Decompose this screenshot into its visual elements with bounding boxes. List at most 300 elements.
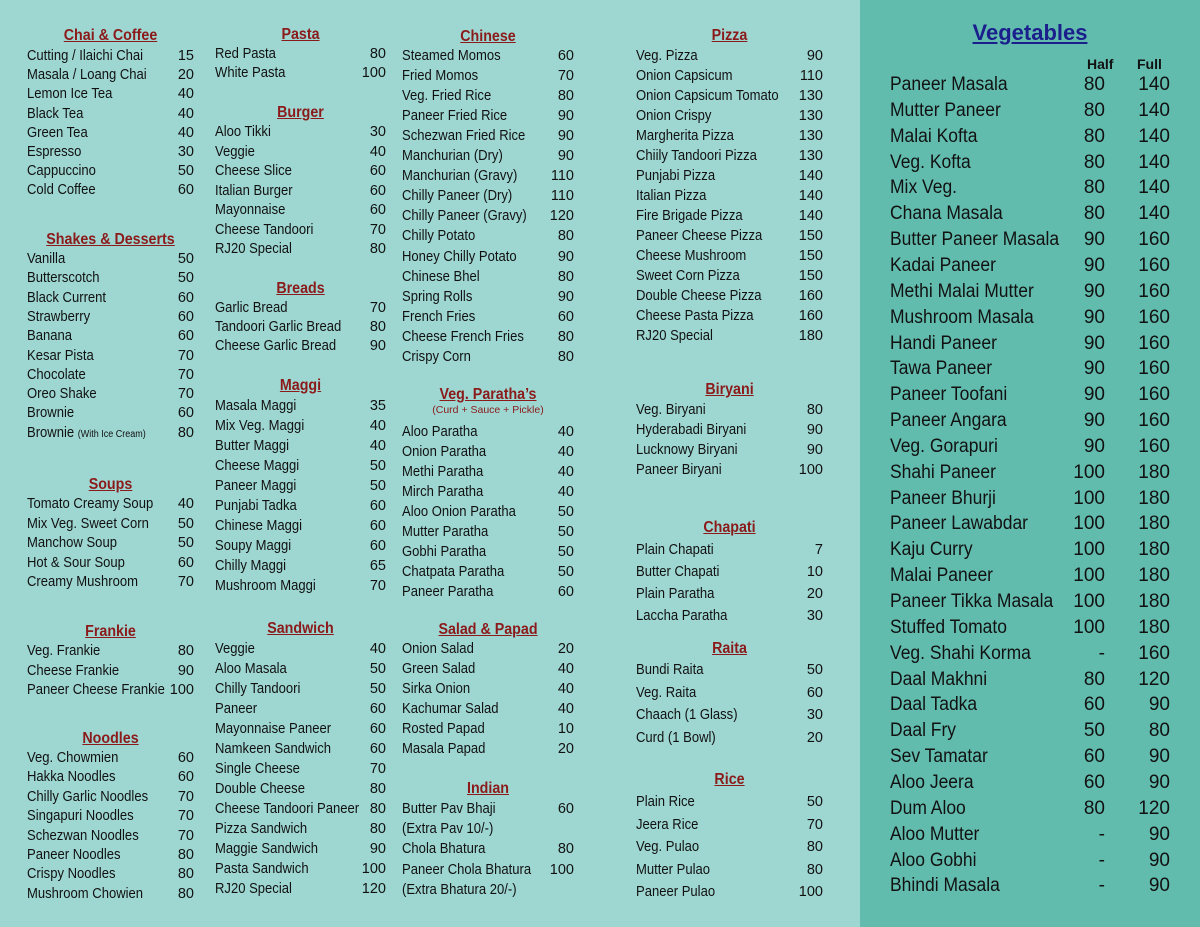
menu-item: [402, 659, 574, 679]
menu-item: [215, 181, 386, 201]
vegetable-name: Mutter Paneer: [890, 99, 1001, 121]
menu-item: [215, 161, 386, 181]
menu-item: [215, 679, 386, 699]
menu-item-name: Chilly Paneer (Dry): [402, 188, 513, 205]
menu-item-name: Steamed Momos: [402, 48, 501, 64]
menu-item-price: 50: [369, 458, 386, 474]
menu-item-name: Chatpata Paratha: [402, 564, 505, 580]
vegetable-full-price: 180: [1138, 513, 1170, 535]
menu-item-name: Chinese Maggi: [215, 518, 303, 534]
menu-item: [27, 864, 194, 884]
menu-item-name: Mutter Paratha: [402, 524, 489, 540]
menu-item-price: 65: [369, 558, 386, 574]
menu-item: [215, 456, 386, 476]
vegetable-half-price: 60: [1083, 771, 1105, 793]
menu-item: [402, 639, 574, 659]
menu-item-price: 80: [557, 268, 574, 285]
menu-item-name: Crispy Corn: [402, 348, 471, 365]
menu-item-name: Green Salad: [402, 661, 476, 677]
menu-item-name: Double Cheese: [215, 781, 305, 797]
menu-item: [636, 540, 823, 560]
vegetable-full-price: 160: [1138, 410, 1170, 432]
menu-item-price: 60: [369, 721, 386, 737]
vegetable-full-price: 140: [1138, 99, 1170, 121]
menu-item: [27, 268, 194, 288]
vegetable-full-price: 90: [1148, 823, 1170, 845]
menu-item-name: Manchow Soup: [27, 535, 117, 551]
vegetable-name: Sev Tamatar: [890, 746, 988, 768]
menu-item: [27, 826, 194, 846]
menu-item-name: Honey Chilly Potato: [402, 248, 517, 265]
menu-item-price: 90: [369, 338, 386, 354]
full-label: Full: [1137, 56, 1162, 72]
menu-item: [402, 839, 574, 859]
vegetable-full-price: 90: [1148, 694, 1170, 716]
menu-item-name: Cheese French Fries: [402, 328, 524, 345]
vegetable-name: Handi Paneer: [890, 332, 997, 354]
vegetable-item: [890, 796, 1170, 822]
menu-item-price: 90: [557, 248, 574, 265]
vegetable-full-price: 90: [1148, 771, 1170, 793]
vegetable-full-price: 80: [1148, 720, 1170, 742]
menu-item-price: 90: [557, 128, 574, 145]
menu-item: [27, 641, 194, 661]
menu-item-name: Punjabi Pizza: [636, 168, 716, 184]
menu-item-name: Jeera Rice: [636, 816, 699, 833]
menu-item-price: 60: [369, 538, 386, 554]
menu-item-price: 80: [557, 841, 574, 858]
menu-item: [636, 815, 823, 835]
menu-item-price: 40: [177, 124, 194, 141]
menu-item-price: 90: [557, 108, 574, 125]
menu-item-name: French Fries: [402, 308, 476, 325]
menu-item: [636, 660, 823, 680]
vegetable-item: [890, 589, 1170, 615]
menu-item-name: Double Cheese Pizza: [636, 288, 762, 304]
menu-item: [636, 106, 823, 126]
menu-item: [27, 46, 194, 66]
menu-item-price: 70: [177, 386, 194, 403]
vegetable-name: Stuffed Tomato: [890, 616, 1007, 638]
menu-item: [636, 86, 823, 106]
menu-item: [27, 423, 194, 443]
menu-item: [636, 206, 823, 226]
menu-item-name: Chocolate: [27, 366, 86, 383]
menu-item: [27, 249, 194, 269]
vegetable-name: Kadai Paneer: [890, 254, 996, 276]
menu-item: [215, 699, 386, 719]
menu-item: [636, 226, 823, 246]
menu-item: [402, 226, 574, 246]
menu-item-name: Italian Burger: [215, 182, 293, 199]
menu-item-name: Cheese Tandoori Paneer: [215, 801, 360, 817]
menu-item: [636, 460, 823, 480]
menu-item-price: 40: [557, 424, 574, 440]
vegetable-name: Malai Kofta: [890, 125, 978, 147]
menu-item-name: Masala / Loang Chai: [27, 67, 147, 84]
vegetable-item: [890, 511, 1170, 537]
menu-item: [402, 719, 574, 739]
menu-item-name: Sweet Corn Pizza: [636, 268, 740, 284]
menu-item: [402, 462, 574, 482]
vegetable-full-price: 180: [1138, 487, 1170, 509]
menu-item: [215, 298, 386, 318]
menu-item-price: 10: [806, 564, 823, 580]
menu-item-price: 140: [798, 188, 823, 204]
menu-item: [636, 683, 823, 703]
vegetable-half-price: 90: [1083, 332, 1105, 354]
menu-item-name: Butter Chapati: [636, 564, 720, 580]
menu-item-price: 90: [806, 422, 823, 438]
menu-item: [636, 306, 823, 326]
menu-item-name: Veggie: [215, 641, 255, 657]
menu-item-name: Veg. Chowmien: [27, 750, 119, 766]
menu-item-name: Onion Crispy: [636, 108, 712, 124]
menu-item-price: 110: [550, 168, 574, 185]
menu-item: [402, 679, 574, 699]
menu-item-price: 20: [806, 586, 823, 602]
menu-item: [215, 317, 386, 337]
menu-item: [215, 739, 386, 759]
vegetable-half-price: -: [1098, 642, 1105, 664]
menu-item-name: Paneer Noodles: [27, 847, 121, 863]
menu-item-price: 60: [177, 308, 194, 325]
vegetable-name: Shahi Paneer: [890, 461, 996, 483]
menu-item: [402, 106, 574, 126]
menu-item-name: Mushroom Maggi: [215, 578, 316, 594]
menu-item-price: 80: [557, 328, 574, 345]
menu-item: [215, 396, 386, 416]
menu-item-name: Cheese Tandoori: [215, 221, 314, 238]
menu-item-price: 130: [798, 128, 823, 144]
menu-item: [27, 572, 194, 592]
menu-item: [27, 84, 194, 104]
menu-item: [27, 142, 194, 162]
menu-item-name: Rosted Papad: [402, 721, 485, 737]
menu-item-name: Namkeen Sandwich: [215, 741, 332, 757]
vegetable-name: Mix Veg.: [890, 177, 958, 199]
vegetable-item: [890, 434, 1170, 460]
vegetable-half-price: 100: [1073, 461, 1105, 483]
vegetable-item: [890, 822, 1170, 848]
menu-item-name: (Extra Pav 10/-): [402, 821, 494, 838]
menu-item: [215, 220, 386, 240]
menu-item: [402, 206, 574, 226]
menu-item-name: Paneer Pulao: [636, 884, 716, 900]
menu-item-name: Onion Salad: [402, 641, 474, 657]
menu-item: [402, 799, 574, 819]
menu-item-price: 40: [177, 86, 194, 103]
vegetable-full-price: 160: [1138, 358, 1170, 380]
vegetable-name: Daal Makhni: [890, 668, 988, 690]
menu-item: [636, 705, 823, 725]
menu-item: [215, 63, 386, 83]
menu-item: [402, 522, 574, 542]
menu-item-name: Veg. Frankie: [27, 643, 101, 659]
menu-item: [636, 166, 823, 186]
vegetable-item: [890, 848, 1170, 874]
menu-item-name: Lucknowy Biryani: [636, 442, 738, 458]
vegetable-name: Paneer Lawabdar: [890, 513, 1028, 535]
vegetable-item: [890, 460, 1170, 486]
menu-item-name: Chilly Paneer (Gravy): [402, 208, 527, 225]
vegetable-half-price: 80: [1083, 74, 1105, 95]
menu-item-price: 60: [177, 289, 194, 306]
menu-item-name: Black Current: [27, 289, 107, 306]
menu-item-name: Margherita Pizza: [636, 128, 734, 144]
menu-item-price: 110: [550, 188, 574, 205]
menu-item-name: Cheese Mushroom: [636, 248, 747, 264]
menu-item: [27, 494, 194, 514]
menu-item-price: 80: [177, 847, 194, 863]
menu-item: [636, 266, 823, 286]
menu-item-price: 70: [369, 221, 386, 238]
menu-item: [27, 884, 194, 904]
menu-item-name: Sirka Onion: [402, 681, 471, 697]
menu-item-name: Veg. Pizza: [636, 48, 698, 64]
vegetable-name: Veg. Shahi Korma: [890, 642, 1031, 664]
menu-item-price: 40: [369, 418, 386, 434]
menu-item-name: Tandoori Garlic Bread: [215, 319, 342, 335]
menu-item: [402, 819, 574, 839]
menu-item: [27, 533, 194, 553]
menu-item-price: 30: [177, 144, 194, 160]
menu-item: [215, 819, 386, 839]
menu-item-name: Brownie: [27, 405, 75, 422]
vegetable-half-price: 80: [1083, 797, 1105, 819]
menu-item: [215, 336, 386, 356]
menu-item-name: Paneer Paratha: [402, 584, 494, 600]
menu-item: [636, 606, 823, 626]
menu-item-price: 110: [799, 68, 823, 84]
vegetable-half-price: 90: [1083, 435, 1105, 457]
menu-item: [636, 146, 823, 166]
menu-item: [27, 180, 194, 200]
section-title-indian: Indian: [466, 780, 509, 797]
menu-item-name: Plain Paratha: [636, 586, 715, 602]
menu-item-name: Tomato Creamy Soup: [27, 496, 154, 512]
menu-item: [636, 186, 823, 206]
menu-item-price: 130: [798, 88, 823, 104]
section-title-noodles: Noodles: [82, 730, 139, 747]
menu-item-name: Schezwan Noodles: [27, 827, 139, 844]
vegetable-half-price: -: [1098, 849, 1105, 871]
menu-item-price: 90: [806, 48, 823, 64]
vegetable-half-price: 90: [1083, 229, 1105, 251]
menu-item-name: Spring Rolls: [402, 288, 473, 305]
menu-item-price: 30: [806, 608, 823, 624]
vegetable-half-price: -: [1098, 875, 1105, 897]
menu-item: [215, 200, 386, 220]
menu-item-price: 50: [557, 564, 574, 580]
menu-item: [215, 556, 386, 576]
menu-item-price: 70: [369, 761, 386, 777]
vegetable-half-price: 100: [1073, 591, 1105, 612]
vegetable-full-price: 180: [1138, 591, 1170, 612]
menu-item-price: 80: [806, 839, 823, 855]
menu-item-price: 90: [369, 841, 386, 857]
menu-item: [636, 66, 823, 86]
menu-item-price: 30: [806, 707, 823, 724]
vegetable-name: Tawa Paneer: [890, 358, 993, 380]
menu-item-price: 80: [177, 643, 194, 659]
menu-item-name: Aloo Tikki: [215, 124, 271, 140]
menu-item-name: Gobhi Paratha: [402, 544, 487, 560]
menu-item: [215, 44, 386, 64]
menu-item-price: 50: [557, 504, 574, 520]
vegetable-name: Kaju Curry: [890, 539, 973, 561]
menu-item-name: Butter Pav Bhaji: [402, 801, 496, 817]
vegetable-full-price: 180: [1138, 539, 1170, 561]
vegetable-half-price: 90: [1083, 280, 1105, 302]
menu-item: [402, 699, 574, 719]
vegetable-half-price: 90: [1083, 306, 1105, 328]
menu-item-name: Singapuri Noodles: [27, 808, 134, 825]
menu-item: [27, 326, 194, 346]
menu-item-price: 60: [557, 308, 574, 325]
menu-item-name: Green Tea: [27, 124, 88, 141]
menu-item: [402, 582, 574, 602]
menu-item-price: 40: [557, 484, 574, 500]
menu-item-name: Manchurian (Gravy): [402, 168, 518, 185]
menu-item-name: Mushroom Chowien: [27, 885, 144, 902]
menu-item: [215, 122, 386, 142]
menu-item-price: 80: [806, 402, 823, 418]
vegetable-full-price: 160: [1138, 332, 1170, 354]
menu-item: [27, 748, 194, 768]
vegetable-item: [890, 305, 1170, 331]
menu-item-price: 40: [177, 496, 194, 512]
vegetable-full-price: 90: [1148, 875, 1170, 897]
vegetable-item: [890, 873, 1170, 899]
vegetable-item: [890, 770, 1170, 796]
section-title-shakes-desserts: Shakes & Desserts: [46, 231, 175, 248]
vegetable-item: [890, 563, 1170, 589]
menu-item-name: Chilly Maggi: [215, 558, 287, 574]
menu-item-name: Mayonnaise Paneer: [215, 721, 332, 737]
vegetable-item: [890, 382, 1170, 408]
vegetable-name: Butter Paneer Masala: [890, 229, 1060, 251]
menu-item-name: Chilly Garlic Noodles: [27, 788, 149, 805]
menu-item-name: Creamy Mushroom: [27, 574, 138, 590]
menu-item: [215, 839, 386, 859]
menu-item: [636, 792, 823, 812]
menu-item-name: Garlic Bread: [215, 300, 288, 316]
menu-item-name: Hot & Sour Soup: [27, 554, 125, 571]
menu-item-price: 15: [177, 48, 194, 64]
section-title-salad-papad: Salad & Papad: [438, 621, 538, 638]
menu-item: [27, 104, 194, 124]
menu-item-price: 50: [806, 794, 823, 810]
menu-item-name: Onion Paratha: [402, 444, 487, 460]
vegetable-half-price: 100: [1073, 565, 1105, 587]
menu-item: [636, 246, 823, 266]
menu-item-price: 140: [798, 168, 823, 184]
vegetable-full-price: 120: [1138, 797, 1170, 819]
menu-item: [636, 126, 823, 146]
menu-item: [215, 719, 386, 739]
menu-item-price: 80: [806, 861, 823, 878]
menu-item-name: Onion Capsicum: [636, 68, 733, 84]
menu-item: [402, 66, 574, 86]
menu-item-name: Chiily Tandoori Pizza: [636, 148, 757, 164]
menu-item: [215, 516, 386, 536]
menu-item-price: 80: [557, 228, 574, 245]
menu-item-name: Masala Papad: [402, 741, 486, 757]
menu-item-name: Paneer Biryani: [636, 462, 722, 478]
menu-item-name: Pasta Sandwich: [215, 861, 309, 877]
vegetable-full-price: 180: [1138, 461, 1170, 483]
menu-item-price: 60: [806, 684, 823, 701]
vegetable-item: [890, 279, 1170, 305]
menu-item-price: 60: [177, 182, 194, 199]
menu-item-price: 60: [177, 769, 194, 786]
menu-item-price: 100: [169, 682, 194, 698]
vegetable-item: [890, 98, 1170, 124]
menu-item: [636, 286, 823, 306]
menu-item-name: Chinese Bhel: [402, 268, 480, 285]
menu-item-price: 40: [177, 105, 194, 122]
menu-item-price: 130: [798, 148, 823, 164]
menu-item-name: Masala Maggi: [215, 398, 297, 414]
vegetable-full-price: 140: [1138, 74, 1170, 95]
menu-item-name: Mutter Pulao: [636, 861, 710, 878]
menu-item-price: 40: [369, 438, 386, 454]
section-title-burger: Burger: [277, 104, 324, 121]
menu-item-price: 50: [177, 251, 194, 267]
menu-item-price: 50: [557, 544, 574, 560]
menu-item-price: 90: [557, 288, 574, 305]
vegetable-half-price: 60: [1083, 746, 1105, 768]
menu-item: [636, 420, 823, 440]
vegetable-full-price: 180: [1138, 565, 1170, 587]
section-title-chapati: Chapati: [703, 519, 756, 536]
vegetable-name: Paneer Angara: [890, 410, 1007, 432]
vegetable-item: [890, 124, 1170, 150]
menu-item-price: 120: [549, 208, 574, 225]
menu-item-name: Mix Veg. Maggi: [215, 418, 305, 434]
vegetable-item: [890, 253, 1170, 279]
menu-item-price: 60: [557, 48, 574, 64]
menu-item: [402, 46, 574, 66]
menu-item-price: 70: [177, 574, 194, 590]
menu-item-name: Pizza Sandwich: [215, 821, 308, 837]
vegetable-item: [890, 667, 1170, 693]
menu-item-name: Mayonnaise: [215, 202, 286, 218]
menu-item: [27, 403, 194, 423]
menu-item: [27, 845, 194, 865]
menu-item-name: Cheese Pasta Pizza: [636, 308, 754, 324]
vegetable-name: Paneer Toofani: [890, 384, 1008, 406]
menu-item-price: 60: [177, 554, 194, 571]
menu-item-name: Paneer Maggi: [215, 478, 297, 494]
menu-item-price: 60: [369, 202, 386, 218]
menu-item: [636, 400, 823, 420]
vegetable-full-price: 140: [1138, 151, 1170, 173]
vegetable-item: [890, 150, 1170, 176]
vegetable-full-price: 160: [1138, 280, 1170, 302]
menu-item-price: 60: [369, 498, 386, 514]
menu-item-name: Onion Capsicum Tomato: [636, 88, 779, 104]
menu-item: [402, 126, 574, 146]
menu-item-name: Punjabi Tadka: [215, 498, 297, 514]
menu-item-name: Veg. Fried Rice: [402, 88, 492, 105]
menu-item: [402, 347, 574, 367]
menu-item: [215, 536, 386, 556]
menu-item-name: Plain Chapati: [636, 542, 714, 558]
menu-item-name: Oreo Shake: [27, 386, 97, 403]
menu-item-name: Chaach (1 Glass): [636, 707, 738, 724]
